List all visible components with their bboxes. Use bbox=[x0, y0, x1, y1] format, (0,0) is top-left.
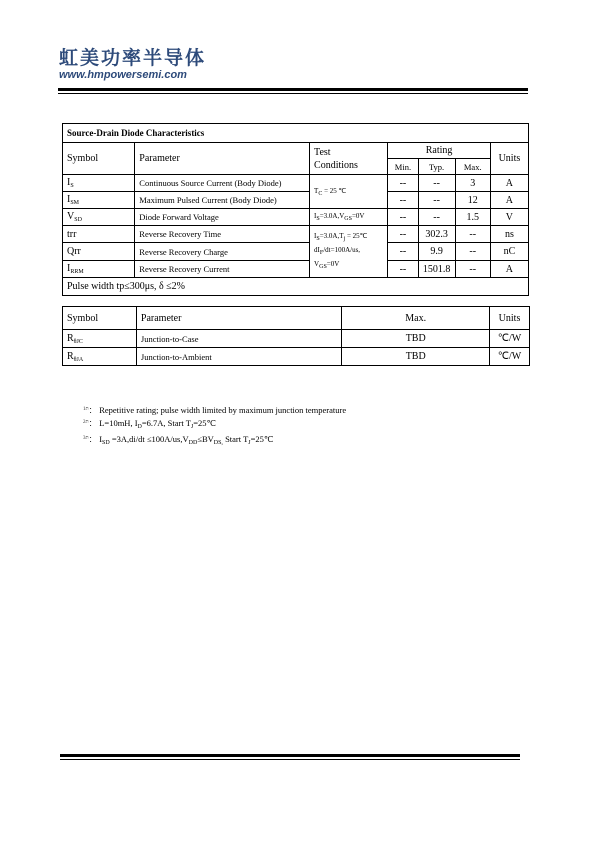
footnote-2: $^{ת2}$： L=10mH, $I_D=6.7A$, Start $T_J=25℃$ bbox=[83, 417, 217, 430]
parameter-cell: Junction-to-Ambient bbox=[136, 348, 342, 366]
condition-text: =0V bbox=[326, 259, 340, 268]
brand-logo bbox=[59, 48, 206, 82]
max-cell: 12 bbox=[455, 192, 490, 209]
table-row bbox=[63, 348, 530, 366]
footnote-marker: ת3 bbox=[83, 436, 89, 441]
table-row bbox=[63, 209, 529, 226]
condition-text: =3.0A,T bbox=[319, 231, 344, 240]
unit-cell: nC bbox=[490, 243, 528, 261]
footnote-text: =6.7A, Start T bbox=[141, 417, 191, 428]
footnote-subscript: DD bbox=[188, 440, 198, 446]
footnote-subscript: J bbox=[190, 423, 194, 430]
symbol-cell bbox=[63, 209, 135, 226]
condition-subscript: C bbox=[318, 190, 323, 197]
table-row bbox=[63, 243, 529, 261]
diode-characteristics-table bbox=[62, 123, 529, 296]
min-cell: -- bbox=[388, 261, 418, 278]
max-cell: TBD bbox=[342, 330, 490, 348]
header-test-conditions-label: Test Conditions bbox=[314, 146, 358, 171]
header-rating: Rating bbox=[388, 143, 490, 159]
table-row bbox=[63, 175, 529, 192]
pulse-width-note: Pulse width tp≤300μs, δ ≤2% bbox=[63, 278, 529, 296]
condition-text: I bbox=[314, 212, 317, 220]
parameter-cell: Diode Forward Voltage bbox=[135, 209, 310, 226]
table-row bbox=[63, 192, 529, 209]
symbol-text: I bbox=[67, 263, 71, 274]
footnote-3: $^{ת3}$： $I_{SD} =3A,di/dt \le 100A/us,V_{DD}\le BV_{DS,}$ Start $T_J=25℃$ bbox=[83, 434, 274, 446]
typ-cell: -- bbox=[418, 192, 455, 209]
header-units: Units bbox=[490, 307, 530, 330]
condition-text: dI bbox=[314, 245, 320, 254]
thermal-table bbox=[62, 306, 530, 366]
condition-text: T bbox=[314, 186, 319, 195]
unit-cell: ℃/W bbox=[490, 348, 530, 366]
footer-rule-thin bbox=[60, 759, 520, 760]
unit-cell: A bbox=[490, 261, 528, 278]
condition-text: =0V bbox=[351, 212, 365, 220]
typ-cell: 9.9 bbox=[418, 243, 455, 261]
condition-text: V bbox=[314, 259, 320, 268]
max-cell: 1.5 bbox=[455, 209, 490, 226]
typ-cell: 302.3 bbox=[418, 226, 455, 243]
table-row bbox=[63, 330, 530, 348]
footnotes bbox=[83, 404, 346, 450]
header-test-conditions bbox=[310, 143, 388, 175]
parameter-cell: Maximum Pulsed Current (Body Diode) bbox=[135, 192, 310, 209]
condition-subscript: GS bbox=[344, 216, 352, 222]
symbol-cell bbox=[63, 330, 137, 348]
condition-subscript: S bbox=[316, 235, 320, 242]
brand-url: www.hmpowersemi.com bbox=[59, 69, 187, 81]
symbol-subscript: θJA bbox=[73, 356, 84, 363]
unit-cell: ns bbox=[490, 226, 528, 243]
symbol-cell bbox=[63, 192, 135, 209]
condition-text: = 25 ℃ bbox=[322, 186, 347, 195]
unit-cell: ℃/W bbox=[490, 330, 530, 348]
header-units: Units bbox=[490, 143, 528, 175]
footnote-text: Repetitive rating; pulse width limited by maximum junction temperature bbox=[99, 405, 347, 415]
symbol-subscript: SM bbox=[70, 200, 80, 206]
header-parameter: Parameter bbox=[136, 307, 342, 330]
unit-cell: A bbox=[490, 192, 528, 209]
header-min: Min. bbox=[388, 159, 418, 175]
footnote-marker: ת2 bbox=[83, 419, 89, 425]
footnote-text: ≤BV bbox=[197, 434, 214, 444]
table-row bbox=[63, 226, 529, 243]
symbol-cell: trr bbox=[63, 226, 135, 243]
min-cell: -- bbox=[388, 226, 418, 243]
typ-cell: -- bbox=[418, 209, 455, 226]
symbol-subscript: RRM bbox=[70, 269, 84, 275]
condition-cell bbox=[310, 209, 388, 226]
footnote-text: Start T bbox=[222, 434, 249, 444]
max-cell: -- bbox=[455, 261, 490, 278]
footnote-subscript: J bbox=[248, 440, 251, 446]
header-max: Max. bbox=[455, 159, 490, 175]
unit-cell: V bbox=[490, 209, 528, 226]
footnote-subscript: DS, bbox=[213, 440, 223, 446]
max-cell: 3 bbox=[455, 175, 490, 192]
max-cell: -- bbox=[455, 243, 490, 261]
max-cell: TBD bbox=[342, 348, 490, 366]
footnote-marker: ת1 bbox=[83, 407, 89, 412]
table-title: Source-Drain Diode Characteristics bbox=[63, 124, 529, 143]
footnote-text: L=10mH, I bbox=[99, 417, 138, 428]
brand-name: 虹美功率半导体 bbox=[59, 47, 207, 69]
header-rule-thin bbox=[58, 93, 528, 94]
footnote-subscript: SD bbox=[102, 440, 110, 446]
condition-subscript: F bbox=[319, 249, 324, 256]
symbol-cell: Qrr bbox=[63, 243, 135, 261]
symbol-subscript: θJC bbox=[73, 338, 83, 345]
header-rule-thick bbox=[58, 88, 528, 91]
parameter-cell: Reverse Recovery Current bbox=[135, 261, 310, 278]
footnote-text: =25℃ bbox=[193, 417, 217, 428]
condition-subscript: S bbox=[316, 216, 320, 222]
footer-rule-thick bbox=[60, 754, 520, 757]
symbol-cell bbox=[63, 261, 135, 278]
parameter-cell: Continuous Source Current (Body Diode) bbox=[135, 175, 310, 192]
symbol-text: I bbox=[67, 194, 71, 205]
parameter-cell: Reverse Recovery Charge bbox=[135, 243, 310, 261]
unit-cell: A bbox=[490, 175, 528, 192]
header-max: Max. bbox=[342, 307, 490, 330]
condition-text: =3.0A,V bbox=[319, 212, 345, 220]
condition-subscript: j bbox=[343, 235, 346, 242]
condition-cell bbox=[310, 226, 388, 278]
min-cell: -- bbox=[388, 243, 418, 261]
min-cell: -- bbox=[388, 175, 418, 192]
symbol-subscript: S bbox=[70, 183, 74, 189]
table-row bbox=[63, 261, 529, 278]
symbol-text: R bbox=[67, 350, 74, 362]
condition-subscript: GS bbox=[319, 263, 327, 270]
footnote-text: =25℃ bbox=[250, 434, 274, 444]
typ-cell: -- bbox=[418, 175, 455, 192]
symbol-text: R bbox=[67, 332, 74, 344]
condition-text: = 25℃ bbox=[345, 231, 368, 240]
header-symbol: Symbol bbox=[63, 307, 137, 330]
symbol-cell bbox=[63, 348, 137, 366]
footnote-subscript: D bbox=[137, 423, 142, 430]
symbol-cell bbox=[63, 175, 135, 192]
header-parameter: Parameter bbox=[135, 143, 310, 175]
max-cell: -- bbox=[455, 226, 490, 243]
parameter-cell: Reverse Recovery Time bbox=[135, 226, 310, 243]
condition-text: /dt=100A/us, bbox=[323, 245, 361, 254]
typ-cell: 1501.8 bbox=[418, 261, 455, 278]
condition-text: I bbox=[314, 231, 317, 240]
header-typ: Typ. bbox=[418, 159, 455, 175]
footnote-1: $^{ת1}$： Repetitive rating; pulse width limited by maximum junction temperature bbox=[83, 405, 347, 415]
min-cell: -- bbox=[388, 209, 418, 226]
header-symbol: Symbol bbox=[63, 143, 135, 175]
min-cell: -- bbox=[388, 192, 418, 209]
symbol-subscript: SD bbox=[74, 217, 82, 223]
symbol-text: V bbox=[67, 211, 75, 222]
footnote-text: =3A,di/dt ≤100A/us,V bbox=[109, 434, 189, 444]
condition-cell bbox=[310, 175, 388, 209]
symbol-text: I bbox=[67, 177, 71, 188]
footnote-text: I bbox=[99, 434, 103, 444]
parameter-cell: Junction-to-Case bbox=[136, 330, 342, 348]
